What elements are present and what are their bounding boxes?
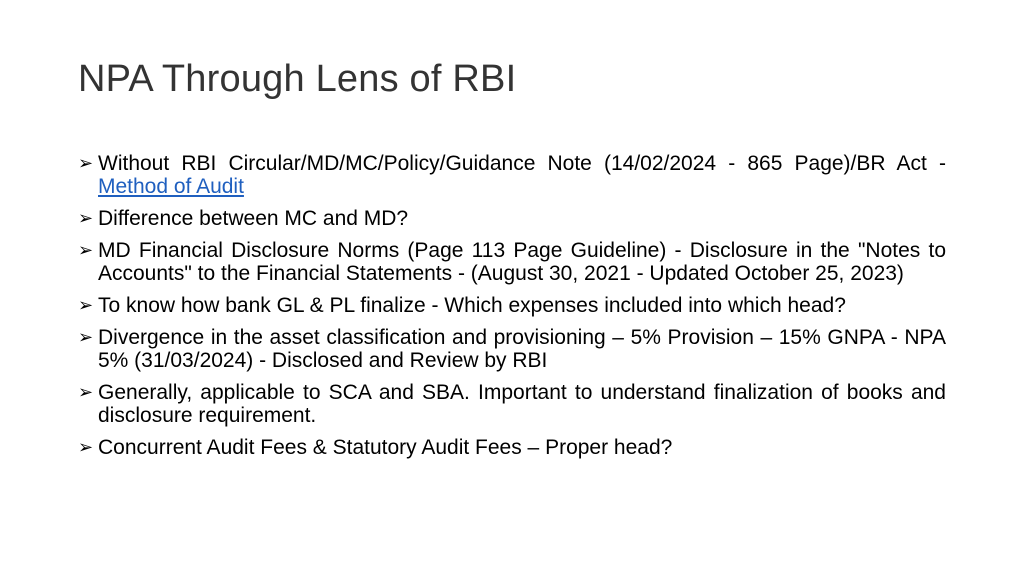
bullet-text: MD Financial Disclosure Norms (Page 113 Page Guideline) - Disclosure in the "Notes to Accounts" to the Financial Statements - (August 30, 2021 - Updated October 25, 2023) xyxy=(98,239,946,285)
bullet-list xyxy=(78,152,946,468)
arrow-bullet-icon: ➢ xyxy=(78,327,94,347)
arrow-bullet-icon: ➢ xyxy=(78,382,94,402)
bullet-item xyxy=(78,239,946,285)
bullet-item xyxy=(78,381,946,427)
bullet-item xyxy=(78,207,946,230)
bullet-item xyxy=(78,152,946,198)
bullet-item xyxy=(78,326,946,372)
bullet-text: Concurrent Audit Fees & Statutory Audit Fees – Proper head? xyxy=(98,436,673,459)
arrow-bullet-icon: ➢ xyxy=(78,295,94,315)
arrow-bullet-icon: ➢ xyxy=(78,208,94,228)
bullet-item xyxy=(78,436,946,459)
bullet-text: Divergence in the asset classification and provisioning – 5% Provision – 15% GNPA - NPA 5% (31/03/2024) - Disclosed and Review by RBI xyxy=(98,326,946,372)
arrow-bullet-icon: ➢ xyxy=(78,240,94,260)
method-of-audit-link[interactable]: Method of Audit xyxy=(98,175,244,198)
bullet-text: Without RBI Circular/MD/MC/Policy/Guidance Note (14/02/2024 - 865 Page)/BR Act - xyxy=(98,152,946,175)
arrow-bullet-icon: ➢ xyxy=(78,153,94,173)
bullet-text: Difference between MC and MD? xyxy=(98,207,409,230)
arrow-bullet-icon: ➢ xyxy=(78,437,94,457)
bullet-text: Generally, applicable to SCA and SBA. Important to understand finalization of books and disclosure requirement. xyxy=(98,381,946,427)
bullet-text: To know how bank GL & PL finalize - Which expenses included into which head? xyxy=(98,294,846,317)
slide-title: NPA Through Lens of RBI xyxy=(78,58,517,100)
bullet-item xyxy=(78,294,946,317)
